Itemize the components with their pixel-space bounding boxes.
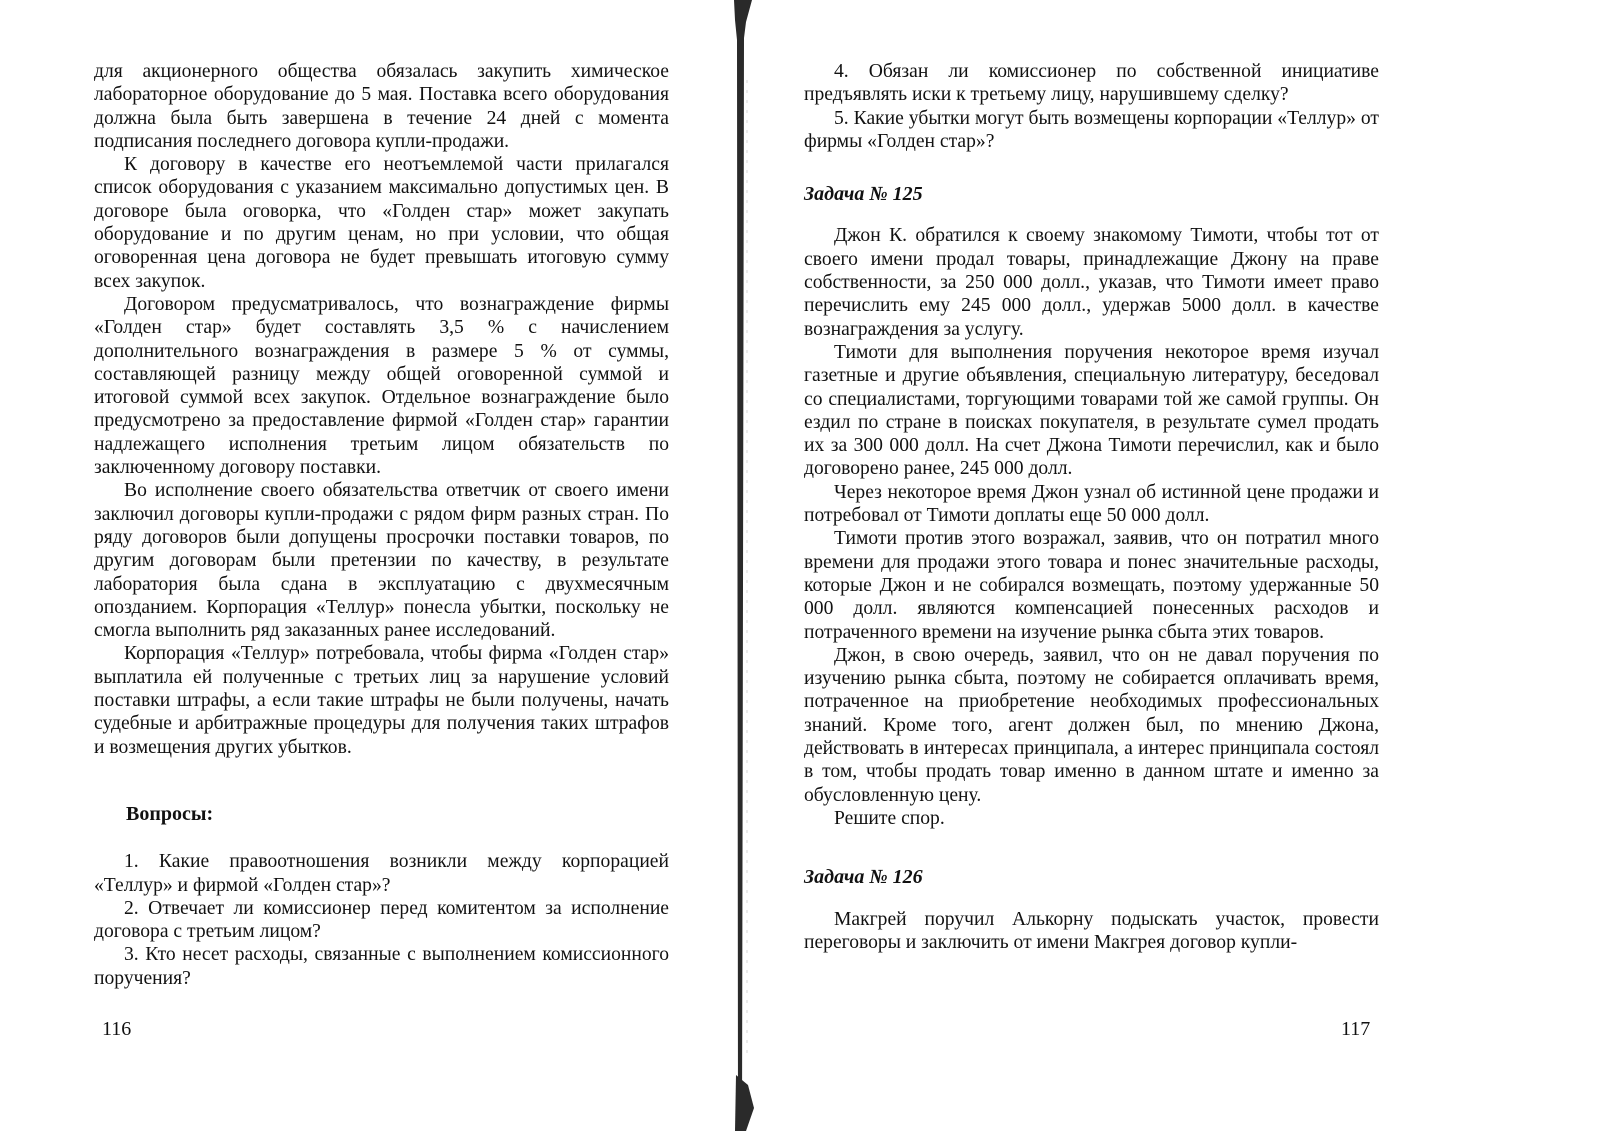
task-126-paragraph-1: Макгрей поручил Алькорну подыскать участок, провести переговоры и заключить от имени Макгрея договор купли- [804,908,1379,953]
left-paragraph-5: Корпорация «Теллур» потребовала, чтобы фирма «Голден стар» выплатила ей полученные с третьих лиц за нарушение условий поставки штрафы, а если такие штрафы не были получены, начать судебные и арбитражные процедуры для получения таких штрафов и возмещения других убытков. [94,643,669,758]
left-paragraph-1: для акционерного общества обязалась закупить химическое лабораторное оборудование до 5 мая. Поставка всего оборудования должна была быть завершена в течение 24 дней с момента подписания последнего договора купли-продажи. [94,61,669,152]
task-125-paragraph-2: Тимоти для выполнения поручения некоторое время изучал газетные и другие объявления, специальную литературу, беседовал со специалистами, торгующими товарами той же самой группы. Он ездил по стране в поисках покупателя, в результате сумел продать их за 300 000 долл. На счет Джона Тимоти перечислил, как и было договорено ранее, 245 000 долл. [804,341,1379,480]
book-gutter [732,0,756,1131]
task-125-paragraph-3: Через некоторое время Джон узнал об истинной цене продажи и потребовал от Тимоти доплаты еще 50 000 долл. [804,481,1379,527]
question-3: 3. Кто несет расходы, связанные с выполнением комиссионного поручения? [94,944,669,989]
task-126-title: Задача № 126 [804,866,923,889]
task-125-title: Задача № 125 [804,183,923,206]
question-5: 5. Какие убытки могут быть возмещены корпорации «Теллур» от фирмы «Голден стар»? [804,107,1379,152]
question-4: 4. Обязан ли комиссионер по собственной инициативе предъявлять иски к третьему лицу, нарушившему сделку? [804,61,1379,106]
left-page [94,60,669,990]
left-paragraph-4: Во исполнение своего обязательства ответчик от своего имени заключил договоры купли-продажи с рядом фирм разных стран. По ряду договоров были допущены просрочки поставки товаров, по другим договорам были претензии по качеству, в результате лаборатория была сдана в эксплуатацию с двухмесячным опозданием. Корпорация «Теллур» понесла убытки, поскольку не смогла выполнить ряд заказанных ранее исследований. [94,480,669,642]
task-125-paragraph-1: Джон К. обратился к своему знакомому Тимоти, чтобы тот от своего имени продал товары, принадлежащие Джону на праве собственности, за 250 000 долл., указав, что Тимоти имеет право перечислить ему 245 000 долл., удержав 5000 долл. в качестве вознаграждения за услугу. [804,225,1379,340]
page-number-right: 117 [1341,1018,1371,1040]
task-125-paragraph-6: Решите спор. [834,807,945,829]
left-paragraph-3: Договором предусматривалось, что вознаграждение фирмы «Голден стар» будет составлять 3,5 % с начислением дополнительного вознаграждения в размере 5 % от суммы, составляющей разницу между общей оговоренной суммой и итоговой суммой всех закупок. Отдельное вознаграждение было предусмотрено за предоставление фирмой «Голден стар» гарантии надлежащего исполнения третьим лицом обязательств по заключенному договору поставки. [94,293,669,479]
question-2: 2. Отвечает ли комиссионер перед комитентом за исполнение договора с третьим лицом? [94,897,669,943]
page-number-left: 116 [102,1018,132,1040]
left-paragraph-2: К договору в качестве его неотъемлемой части прилагался список оборудования с указанием максимально допустимых цен. В договоре была оговорка, что «Голден стар» может закупать оборудование и по другим ценам, но при условии, что общая оговоренная цена договора не будет превышать итоговую сумму всех закупок. [94,154,669,292]
question-1: 1. Какие правоотношения возникли между корпорацией «Теллур» и фирмой «Голден стар»? [94,851,669,896]
right-page [804,60,1379,954]
task-125-paragraph-5: Джон, в свою очередь, заявил, что он не давал поручения по изучению рынка сбыта, поэтому не собирается оплачивать время, потраченное на приобретение необходимых профессиональных знаний. Кроме того, агент должен был, по мнению Джона, действовать в интересах принципала, а интерес принципала состоял в том, чтобы продать товар именно в данном штате и именно за обусловленную цену. [804,644,1379,806]
task-125-paragraph-4: Тимоти против этого возражал, заявив, что он потратил много времени для продажи этого товара и понес значительные расходы, которые Джон и не собирался возмещать, поэтому удержанные 50 000 долл. являются компенсацией понесенных расходов и потраченного времени на изучение рынка сбыта этих товаров. [804,528,1379,643]
questions-heading: Вопросы: [126,802,214,825]
